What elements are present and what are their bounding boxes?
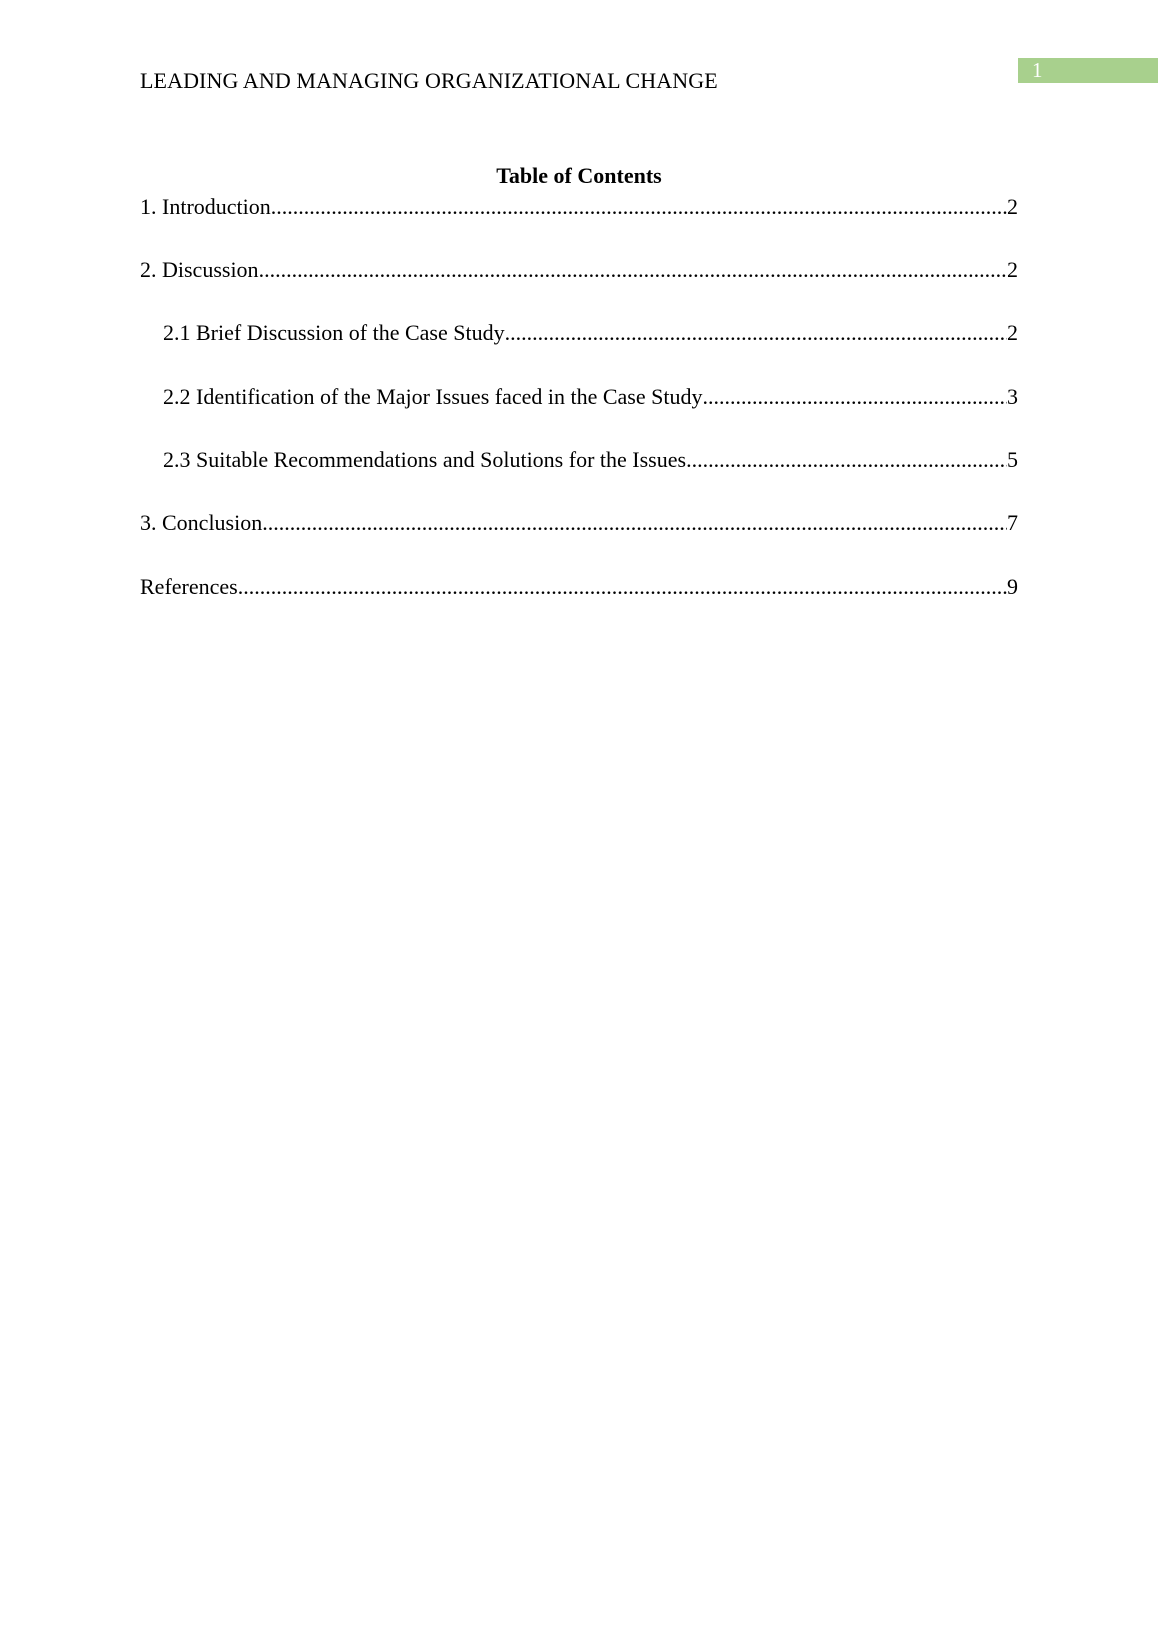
toc-entry-page: 2: [1007, 194, 1018, 219]
page-number-badge: [1018, 58, 1158, 83]
toc-entry-page: 9: [1007, 574, 1018, 599]
toc-entry-page: 3: [1007, 384, 1018, 409]
page-number: 1: [1032, 58, 1043, 82]
toc-dot-leader: [262, 508, 1007, 538]
toc-dot-leader: [702, 382, 1007, 412]
toc-entry-page: 5: [1007, 447, 1018, 472]
toc-entry-label: References: [140, 574, 238, 599]
toc-entry-label: 3. Conclusion: [140, 510, 263, 535]
toc-entry-page: 7: [1007, 510, 1018, 535]
toc-entry-recommendations[interactable]: [163, 445, 1018, 475]
toc-dot-leader: [505, 318, 1007, 348]
toc-entry-conclusion[interactable]: [140, 508, 1018, 538]
toc-entry-label: 2. Discussion: [140, 257, 259, 282]
toc-entry-label: 2.2 Identification of the Major Issues faced in the Case Study: [163, 384, 703, 409]
toc-dot-leader: [686, 445, 1007, 475]
toc-entry-references[interactable]: [140, 572, 1018, 602]
header-title: LEADING AND MANAGING ORGANIZATIONAL CHANGE: [140, 68, 718, 93]
toc-entry-label: 1. Introduction: [140, 194, 271, 219]
toc-dot-leader: [259, 255, 1007, 285]
toc-entry-page: 2: [1007, 257, 1018, 282]
toc-dot-leader: [238, 572, 1007, 602]
toc-heading: Table of Contents: [496, 163, 662, 188]
toc-entry-case-study[interactable]: [163, 318, 1018, 348]
toc-entry-major-issues[interactable]: [163, 382, 1018, 412]
toc-entry-page: 2: [1007, 320, 1018, 345]
toc-dot-leader: [271, 192, 1007, 222]
toc-entry-label: 2.1 Brief Discussion of the Case Study: [163, 320, 505, 345]
toc-entry-label: 2.3 Suitable Recommendations and Solutions for the Issues: [163, 447, 687, 472]
toc-entry-discussion[interactable]: [140, 255, 1018, 285]
toc-entry-introduction[interactable]: [140, 192, 1018, 222]
